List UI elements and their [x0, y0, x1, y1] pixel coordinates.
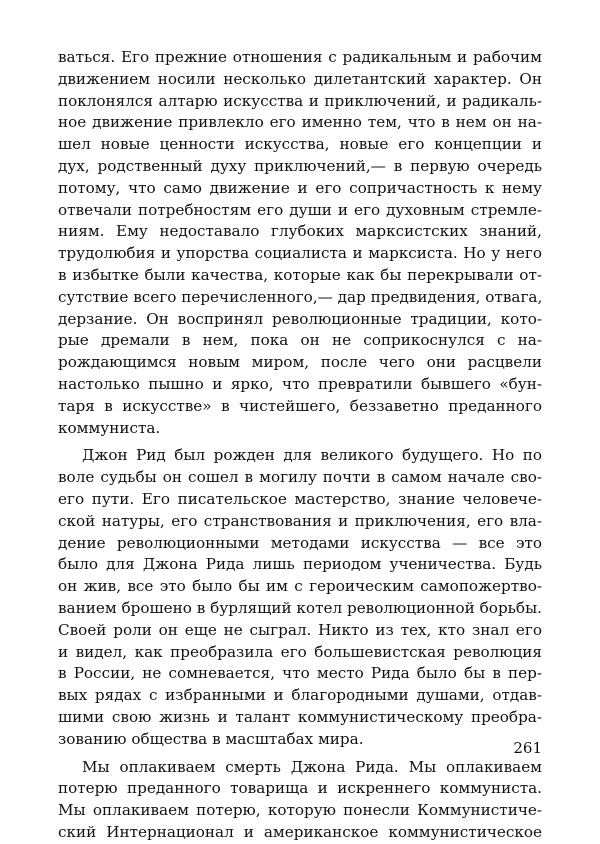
- text-line: рые дремали в нем, пока он не соприкоснулся с на-: [58, 331, 542, 350]
- page-body: [58, 47, 542, 844]
- text-line: вых рядах с избранными и благородными душами, отдав-: [58, 686, 542, 705]
- text-line: рождающимся новым миром, после чего они расцвели: [58, 353, 542, 372]
- text-line: потому, что само движение и его сопричастность к нему: [58, 178, 542, 197]
- text-line: ное движение привлекло его именно тем, что в нем он на-: [58, 113, 542, 132]
- text-line: настолько пышно и ярко, что превратили бывшего «бун-: [58, 374, 542, 393]
- text-line: в избытке были качества, которые как бы перекрывали от-: [58, 265, 542, 284]
- text-line: шел новые ценности искусства, новые его концепции и: [58, 135, 542, 154]
- text-line: шими свою жизнь и талант коммунистическому преобра-: [58, 707, 542, 726]
- text-line: потерю преданного товарища и искреннего коммуниста.: [58, 779, 542, 798]
- text-line: его пути. Его писательское мастерство, знание человече-: [58, 489, 542, 508]
- text-line: трудолюбия и упорства социалиста и марксиста. Но у него: [58, 244, 542, 263]
- text-line: Мы оплакиваем потерю, которую понесли Коммунистиче-: [58, 801, 542, 820]
- text-line: в России, не сомневается, что место Рида было бы в пер-: [58, 664, 542, 683]
- text-line: коммуниста.: [58, 418, 161, 437]
- text-line: дерзание. Он воспринял революционные традиции, кото-: [58, 309, 542, 328]
- text-line: дух, родственный духу приключений,— в первую очередь: [58, 156, 542, 175]
- text-line: ской натуры, его странствования и приключения, его вла-: [58, 511, 542, 530]
- paragraph-2: [58, 445, 542, 750]
- page-number: 261: [513, 739, 542, 757]
- text-line: и видел, как преобразила его большевистская революция: [58, 642, 542, 661]
- paragraph-3: [58, 757, 542, 844]
- paragraph-1: [58, 47, 542, 439]
- text-line: сутствие всего перечисленного,— дар предвидения, отвага,: [58, 287, 542, 306]
- text-line: ский Интернационал и американское коммунистическое: [58, 822, 542, 841]
- text-line: поклонялся алтарю искусства и приключений, и радикаль-: [58, 91, 542, 110]
- text-line: ваться. Его прежние отношения с радикальным и рабочим: [58, 48, 542, 66]
- text-line: воле судьбы он сошел в могилу почти в самом начале сво-: [58, 468, 542, 487]
- text-line: он жив, все это было бы им с героическим самопожертво-: [58, 577, 542, 596]
- text-line: было для Джона Рида лишь периодом ученичества. Будь: [58, 555, 542, 574]
- text-line: зованию общества в масштабах мира.: [58, 729, 364, 748]
- text-line: Своей роли он еще не сыграл. Никто из тех, кто знал его: [58, 620, 542, 639]
- text-line: Джон Рид был рожден для великого будущего. Но по: [82, 446, 542, 465]
- text-line: движением носили несколько дилетантский характер. Он: [58, 69, 542, 88]
- text-line: ниям. Ему недоставало глубоких марксистских знаний,: [58, 222, 542, 241]
- text-line: отвечали потребностям его души и его духовным стремле-: [58, 200, 542, 219]
- text-line: дение революционными методами искусства — все это: [58, 533, 542, 552]
- text-line: таря в искусстве» в чистейшего, беззаветно преданного: [58, 396, 542, 415]
- text-line: ванием брошено в бурлящий котел революционной борьбы.: [58, 598, 542, 617]
- text-line: Мы оплакиваем смерть Джона Рида. Мы оплакиваем: [82, 757, 542, 776]
